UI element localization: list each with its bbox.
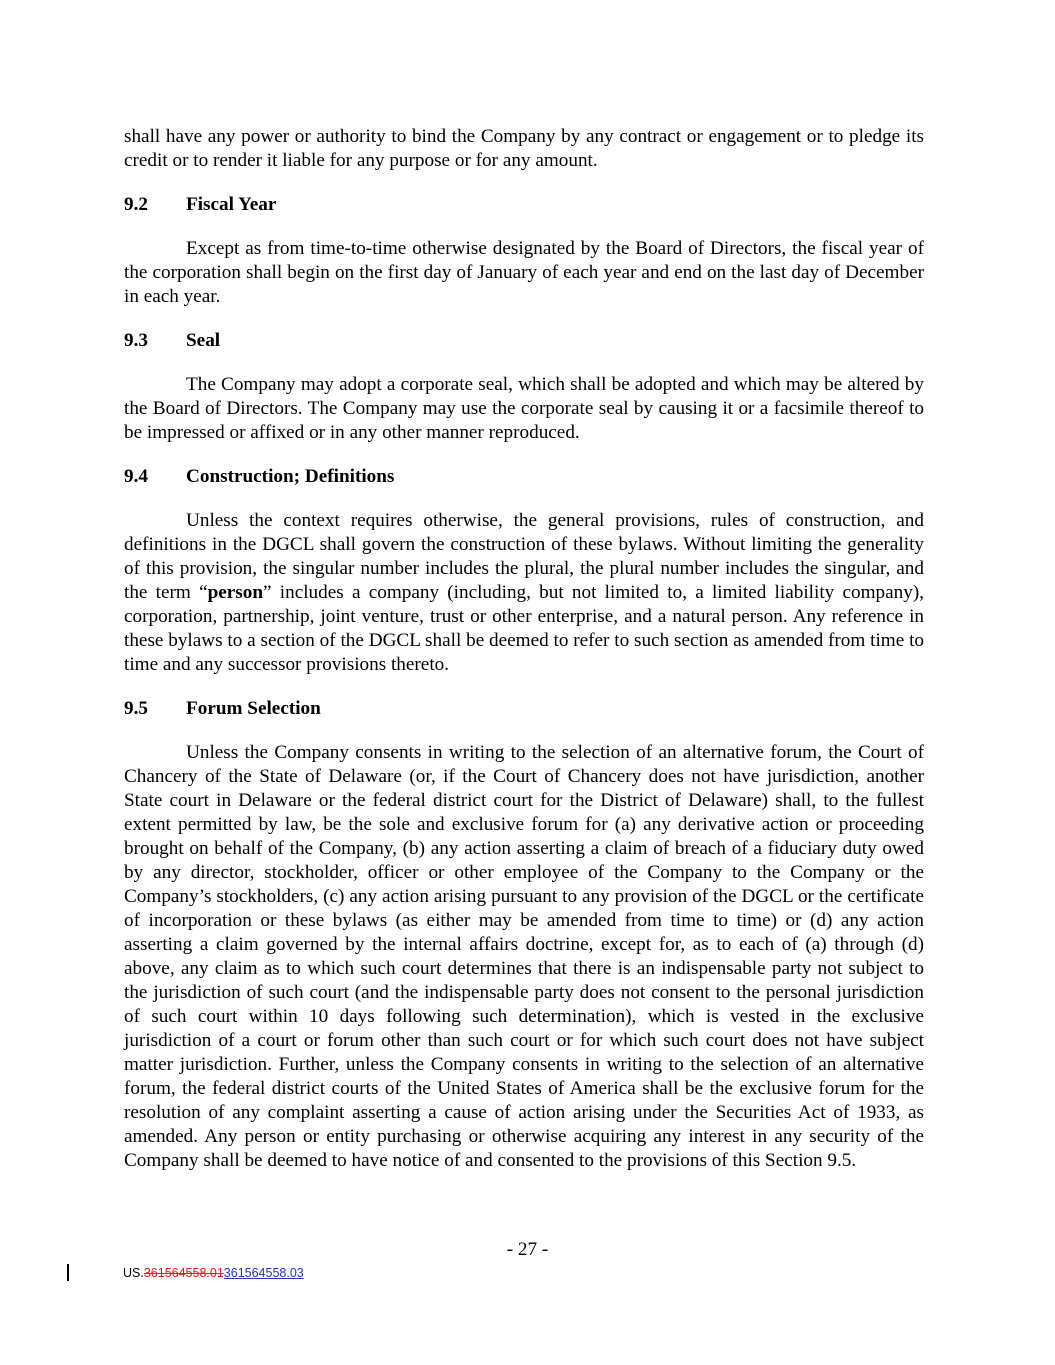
section-9-4 bbox=[124, 465, 924, 677]
section-title: Forum Selection bbox=[186, 698, 321, 719]
defined-term: person bbox=[207, 582, 264, 603]
section-body: The Company may adopt a corporate seal, which shall be adopted and which may be altered by the Board of Directors. The Company may use the corporate seal by causing it or a facsimile thereof to be impressed or affixed or in any other manner reproduced. bbox=[124, 374, 924, 443]
page-number: - 27 - bbox=[506, 1239, 549, 1260]
section-heading bbox=[124, 697, 924, 721]
section-heading bbox=[124, 329, 924, 353]
doc-id-deleted: 361564558.01 bbox=[143, 1266, 224, 1280]
intro-paragraph: shall have any power or authority to bind the Company by any contract or engagement or to pledge its credit or to render it liable for any purpose or for any amount. bbox=[124, 126, 924, 171]
section-title: Construction; Definitions bbox=[186, 466, 395, 487]
section-heading bbox=[124, 465, 924, 489]
section-9-2 bbox=[124, 193, 924, 309]
section-9-3 bbox=[124, 329, 924, 445]
section-body: Except as from time-to-time otherwise designated by the Board of Directors, the fiscal year of the corporation shall begin on the first day of January of each year and end on the last day of December in each year. bbox=[124, 238, 924, 307]
body-text-after: ” includes a company (including, but not limited to, a limited liability company), corporation, partnership, joint venture, trust or other enterprise, and a natural person. Any reference in these bylaws to a section of the DGCL shall be deemed to refer to such section as amended from time to time and any successor provisions thereto. bbox=[124, 582, 925, 675]
document-id bbox=[123, 1265, 304, 1281]
section-title: Fiscal Year bbox=[186, 194, 277, 215]
section-body bbox=[124, 509, 924, 677]
revision-change-bar bbox=[67, 1264, 69, 1281]
section-number: 9.5 bbox=[124, 698, 148, 719]
doc-id-inserted: 361564558.03 bbox=[223, 1266, 304, 1280]
section-body: Unless the Company consents in writing to the selection of an alternative forum, the Court of Chancery of the State of Delaware (or, if the Court of Chancery does not have jurisdiction, another State court in Delaware or the federal district court for the District of Delaware) shall, to the fullest extent permitted by law, be the sole and exclusive forum for (a) any derivative action or proceeding brought on behalf of the Company, (b) any action asserting a claim of breach of a fiduciary duty owed by any director, stockholder, officer or other employee of the Company to the Company or the Company’s stockholders, (c) any action arising pursuant to any provision of the DGCL or the certificate of incorporation or these bylaws (as either may be amended from time to time) or (d) any action asserting a claim governed by the internal affairs doctrine, except for, as to each of (a) through (d) above, any claim as to which such court determines that there is an indispensable party not subject to the jurisdiction of such court (and the indispensable party does not consent to the personal jurisdiction of such court within 10 days following such determination), which is vested in the exclusive jurisdiction of a court or forum other than such court or for which such court does not have subject matter jurisdiction. Further, unless the Company consents in writing to the selection of an alternative forum, the federal district courts of the United States of America shall be the exclusive forum for the resolution of any complaint asserting a cause of action arising under the Securities Act of 1933, as amended. Any person or entity purchasing or otherwise acquiring any interest in any security of the Company shall be deemed to have notice of and consented to the provisions of this Section 9.5. bbox=[124, 742, 924, 1171]
body-text-before: Unless the context requires otherwise, the general provisions, rules of construction, and definitions in the DGCL shall govern the construction of these bylaws. Without limiting the generality of this provision, the singular number includes the plural, the plural number includes the singular, and the term “ bbox=[124, 510, 924, 603]
section-number: 9.2 bbox=[124, 194, 148, 215]
document-page bbox=[124, 125, 924, 1173]
section-heading bbox=[124, 193, 924, 217]
section-title: Seal bbox=[186, 330, 221, 351]
section-number: 9.3 bbox=[124, 330, 148, 351]
doc-id-prefix: US. bbox=[123, 1266, 144, 1280]
section-number: 9.4 bbox=[124, 466, 148, 487]
section-9-5 bbox=[124, 697, 924, 1173]
